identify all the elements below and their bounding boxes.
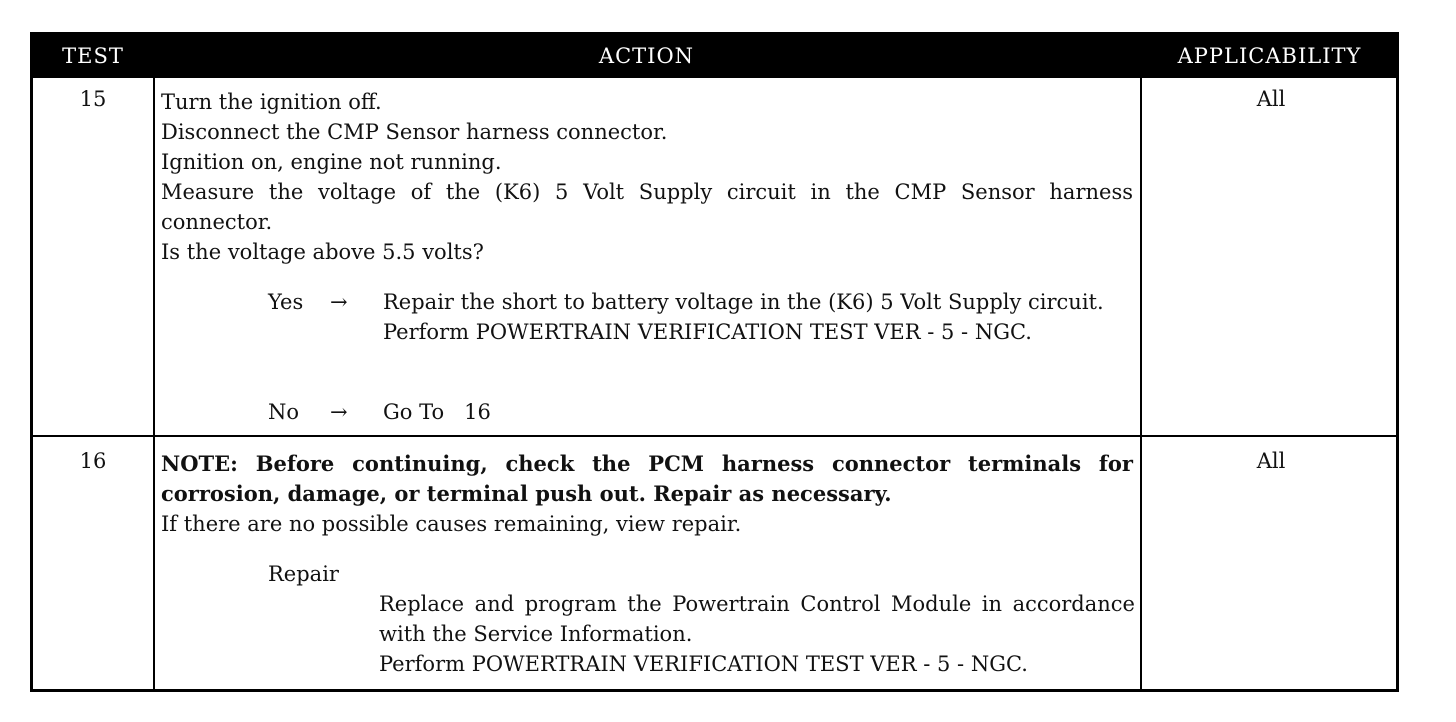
row-divider (33, 435, 1396, 437)
test-number: 16 (79, 449, 107, 473)
action-steps (161, 87, 1133, 267)
action-line: If there are no possible causes remaining, view repair. (161, 512, 742, 536)
header-test: TEST (62, 44, 124, 68)
option-no-result: Go To 16 (383, 400, 491, 424)
applicability-value: All (1256, 87, 1286, 111)
action-line: Turn the ignition off. (161, 90, 382, 114)
action-line: Disconnect the CMP Sensor harness connector. (161, 120, 668, 144)
result-line: Perform POWERTRAIN VERIFICATION TEST VER - 5 - NGC. (383, 320, 1032, 344)
result-line: Perform POWERTRAIN VERIFICATION TEST VER - 5 - NGC. (379, 652, 1028, 676)
table-header (33, 35, 1396, 78)
header-action: ACTION (598, 44, 695, 68)
diagnostic-test-table (30, 32, 1399, 692)
column-divider (1140, 78, 1142, 689)
right-arrow-icon: → (330, 400, 348, 424)
option-yes-result (383, 287, 1135, 347)
action-line: Is the voltage above 5.5 volts? (161, 240, 484, 264)
result-line: Replace and program the Powertrain Control Module in accordance with the Service Information. (379, 592, 1135, 646)
result-line: Repair the short to battery voltage in the (K6) 5 Volt Supply circuit. (383, 290, 1104, 314)
option-label-no: No (268, 400, 300, 424)
option-label-yes: Yes (268, 290, 304, 314)
right-arrow-icon: → (330, 290, 348, 314)
option-repair-result (379, 589, 1135, 679)
header-applicability: APPLICABILITY (1177, 44, 1362, 68)
action-steps (161, 449, 1133, 539)
note-text: NOTE: Before continuing, check the PCM harness connector terminals for corrosion, damage, or terminal push out. Repair as necessary. (161, 451, 1133, 506)
action-line: Ignition on, engine not running. (161, 150, 502, 174)
test-number: 15 (79, 87, 107, 111)
column-divider (153, 78, 155, 689)
applicability-value: All (1256, 449, 1286, 473)
action-line: Measure the voltage of the (K6) 5 Volt Supply circuit in the CMP Sensor harness connector. (161, 180, 1133, 234)
option-label-repair: Repair (268, 562, 339, 586)
